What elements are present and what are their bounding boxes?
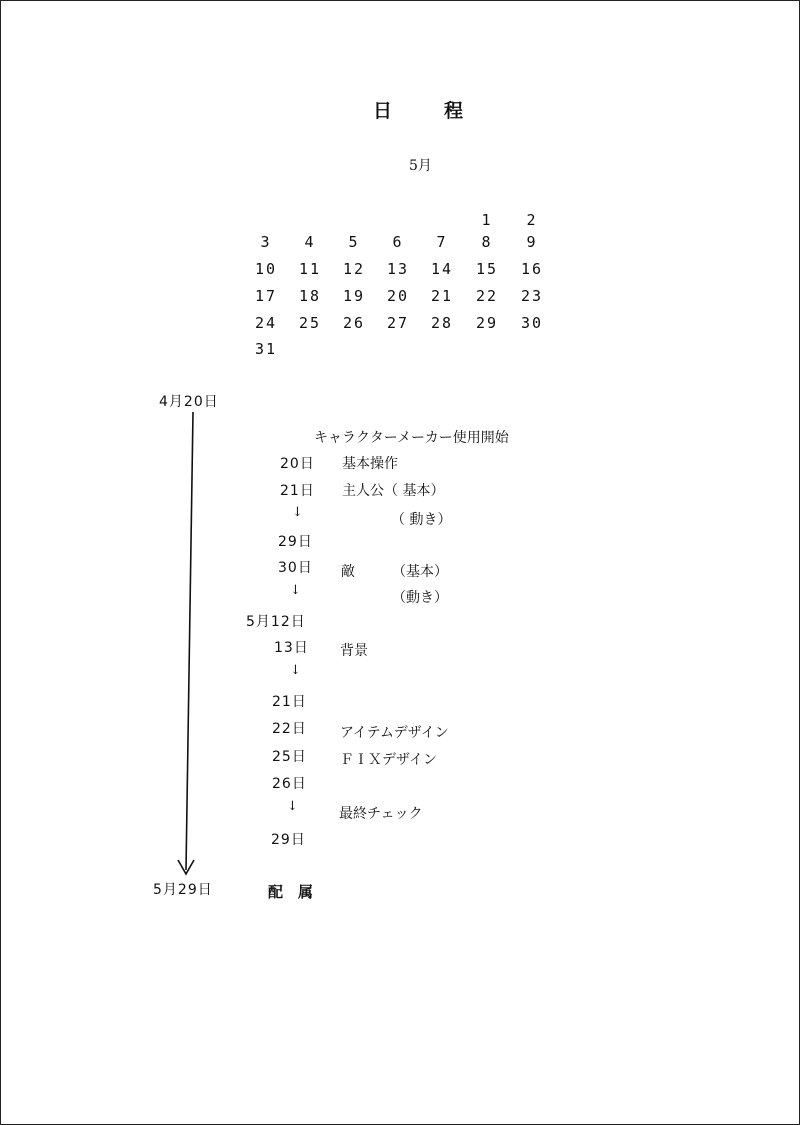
schedule-task: 基本操作 [342, 456, 398, 472]
timeline-start-date: 4月20日 [159, 394, 219, 410]
calendar-day: 10 [254, 260, 278, 278]
calendar-day: 21 [430, 287, 454, 305]
schedule-task-sub: （基本） [392, 564, 448, 580]
calendar-day: 13 [386, 260, 410, 278]
down-arrow-icon: ↓ [290, 583, 301, 598]
down-arrow-icon: ↓ [290, 663, 301, 678]
calendar-day: 27 [386, 314, 410, 332]
down-arrow-icon: ↓ [287, 799, 298, 814]
calendar-day: 24 [254, 314, 278, 332]
calendar-day: 9 [526, 233, 538, 251]
calendar-day: 30 [520, 314, 544, 332]
down-arrow-icon: ↓ [292, 505, 303, 520]
schedule-date: 26日 [272, 776, 307, 792]
calendar-day: 11 [298, 260, 322, 278]
calendar-day: 6 [392, 233, 404, 251]
schedule-date: 30日 [278, 560, 313, 576]
schedule-date: 20日 [280, 456, 315, 472]
calendar-day: 29 [475, 314, 499, 332]
schedule-task: 最終チェック [339, 806, 423, 822]
calendar-day: 2 [526, 211, 538, 229]
schedule-date: 21日 [272, 694, 307, 710]
timeline-end-date: 5月29日 [153, 882, 213, 898]
schedule-date: 21日 [280, 483, 315, 499]
calendar-day: 22 [475, 287, 499, 305]
schedule-date: 5月12日 [246, 614, 306, 630]
schedule-date: 29日 [271, 832, 306, 848]
title-char-1: 日 [373, 100, 393, 122]
calendar-day: 18 [298, 287, 322, 305]
calendar-day: 20 [386, 287, 410, 305]
calendar-day: 23 [520, 287, 544, 305]
calendar-day: 25 [298, 314, 322, 332]
calendar-day: 14 [430, 260, 454, 278]
schedule-task: ＦＩＸデザイン [340, 752, 438, 768]
calendar-day: 7 [436, 233, 448, 251]
schedule-date: 22日 [272, 721, 307, 737]
page-title [373, 96, 463, 123]
schedule-task: アイテムデザイン [340, 725, 449, 741]
schedule-task: （動き） [392, 590, 448, 606]
calendar-day: 15 [475, 260, 499, 278]
schedule-date: 13日 [274, 640, 309, 656]
timeline-header: キャラクターメーカー使用開始 [314, 430, 509, 446]
calendar-day: 5 [348, 233, 360, 251]
calendar-day: 19 [342, 287, 366, 305]
calendar-day: 12 [342, 260, 366, 278]
calendar-day: 26 [342, 314, 366, 332]
calendar-day: 31 [254, 340, 278, 358]
calendar-day: 4 [304, 233, 316, 251]
schedule-date: 25日 [272, 749, 307, 765]
calendar-day: 16 [520, 260, 544, 278]
calendar-day: 1 [481, 211, 493, 229]
calendar-day: 28 [430, 314, 454, 332]
calendar-day: 3 [260, 233, 272, 251]
schedule-task: 敵 [341, 564, 355, 580]
calendar-month-label: 5月 [409, 158, 432, 174]
calendar-day: 17 [254, 287, 278, 305]
schedule-task: （ 動き） [391, 512, 452, 528]
schedule-task: 背景 [340, 643, 368, 659]
schedule-task: 主人公（ 基本） [342, 483, 445, 499]
assignment-label: 配 属 [268, 883, 314, 901]
title-char-2: 程 [443, 100, 463, 122]
schedule-date: 29日 [278, 534, 313, 550]
calendar-day: 8 [481, 233, 493, 251]
